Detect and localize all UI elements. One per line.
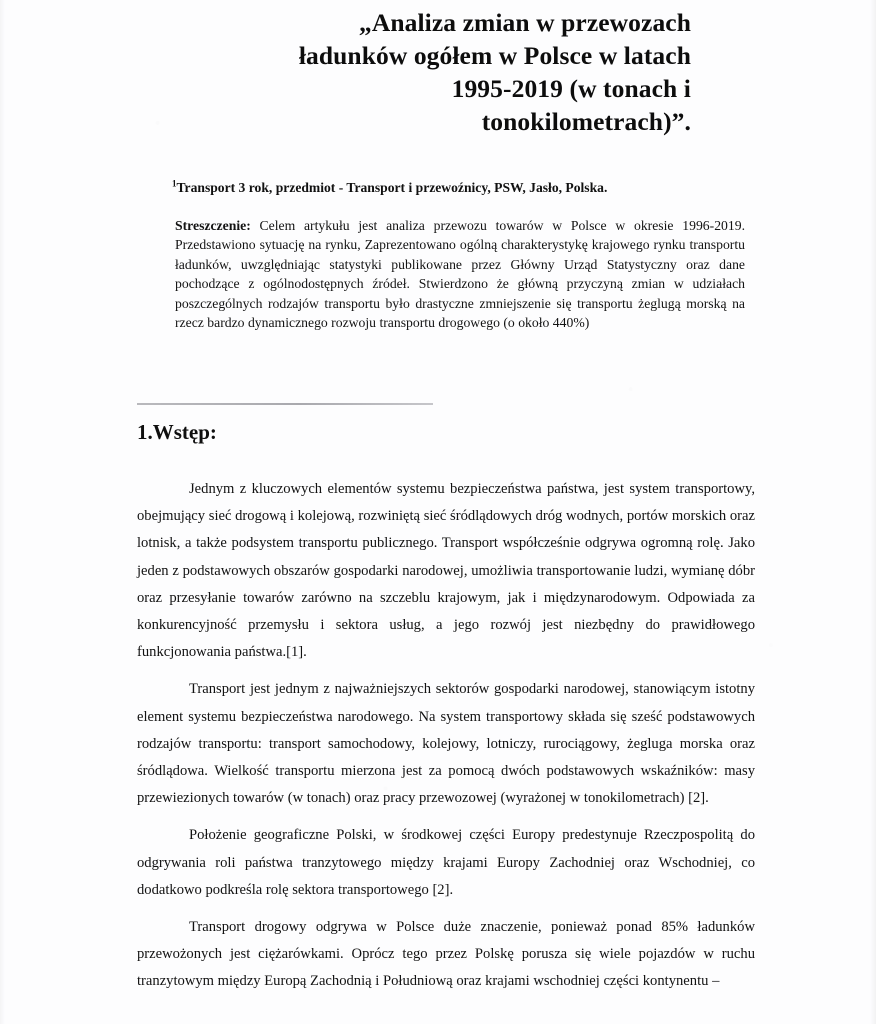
paragraph: Jednym z kluczowych elementów systemu bezpieczeństwa państwa, jest system transportowy, obejmujący sieć drogową i kolejową, rozwiniętą sieć śródlądowych dróg wodnych, portów morskich oraz lotnisk, a także podsystem transportu publicznego. Transport współcześnie odgrywa ogromną rolę. Jako jeden z podstawowych obszarów gospodarki narodowej, umożliwia transportowanie ludzi, wymianę dóbr oraz przesyłanie towarów zarówno na szczeblu krajowym, jak i międzynarodowym. Odpowiada za konkurencyjność przemysłu i sektora usług, a jego rozwój jest niezbędny do prawidłowego funkcjonowania państwa.[1]. [137, 481, 755, 661]
page-edge-right [870, 0, 876, 1024]
title-line-2: ładunków ogółem w Polsce w latach [298, 41, 691, 70]
abstract-block [175, 216, 745, 332]
section-divider-rule [137, 403, 433, 405]
section-heading-wstep: 1.Wstęp: [137, 420, 217, 444]
page-edge-left [0, 0, 5, 1024]
affiliation-text: Transport 3 rok, przedmiot - Transport i przewoźnicy, PSW, Jasło, Polska. [176, 180, 608, 195]
body-content [137, 476, 755, 996]
paragraph: Transport drogowy odgrywa w Polsce duże znaczenie, ponieważ ponad 85% ładunków przewożonych jest ciężarówkami. Oprócz tego przez Polskę porusza się wiele pojazdów w ruchu tranzytowym między Europą Zachodnią i Południową oraz krajami wschodniej części kontynentu – [137, 919, 755, 990]
abstract-label: Streszczenie: [175, 218, 251, 233]
affiliation-footnote-marker: 1 [172, 178, 177, 189]
document-title [255, 6, 691, 138]
title-line-3: 1995-2019 (w tonach i [451, 74, 691, 103]
author-affiliation [172, 179, 772, 197]
abstract-text: Celem artykułu jest analiza przewozu towarów w Polsce w okresie 1996-2019. Przedstawiono sytuację na rynku, Zaprezentowano ogólną charakterystykę krajowego rynku transportu ładunków, uwzględniając statystyki publikowane przez Główny Urząd Statystyczny oraz dane pochodzące z ogólnodostępnych źródeł. Stwierdzono że główną przyczyną zmian w udziałach poszczególnych rodzajów transportu było drastyczne zmniejszenie się transportu żeglugą morską na rzecz bardzo dynamicznego rozwoju transportu drogowego (o około 440%) [175, 218, 745, 331]
title-line-1: „Analiza zmian w przewozach [358, 8, 691, 37]
title-line-4: tonokilometrach)”. [481, 107, 691, 136]
paragraph: Położenie geograficzne Polski, w środkowej części Europy predestynuje Rzeczpospolitą do odgrywania roli państwa tranzytowego między krajami Europy Zachodniej oraz Wschodniej, co dodatkowo podkreśla rolę sektora transportowego [2]. [137, 827, 755, 898]
paragraph: Transport jest jednym z najważniejszych sektorów gospodarki narodowej, stanowiącym istotny element systemu bezpieczeństwa narodowego. Na system transportowy składa się sześć podstawowych rodzajów transportu: transport samochodowy, kolejowy, lotniczy, rurociągowy, żegluga morska oraz śródlądowa. Wielkość transportu mierzona jest za pomocą dwóch podstawowych wskaźników: masy przewiezionych towarów (w tonach) oraz pracy przewozowej (wyrażonej w tonokilometrach) [2]. [137, 681, 755, 807]
